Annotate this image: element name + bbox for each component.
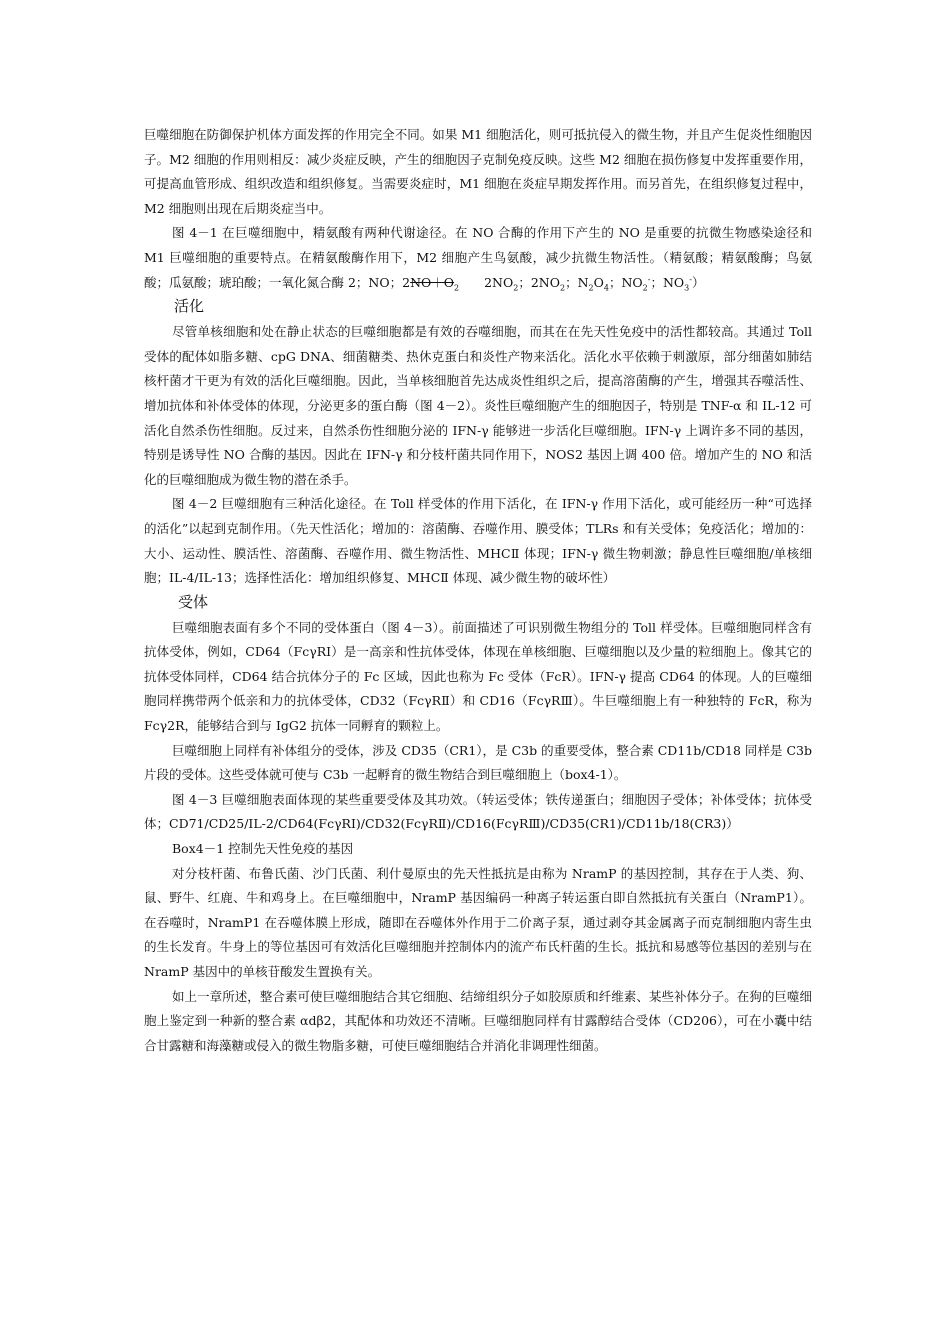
no2b-subscript: 2	[559, 283, 566, 293]
paragraph-complement-receptors: 巨噬细胞上同样有补体组分的受体，涉及 CD35（CR1），是 C3b 的重要受体，整合素 CD11b/CD18 同样是 C3b 片段的受体。这些受体就可使与 C3b 一起孵育的微生物结合到巨噬细胞上（box4-1）。	[144, 742, 812, 783]
struck-formula: NO＋O	[410, 274, 455, 290]
paragraph-activation: 尽管单核细胞和处在静止状态的巨噬细胞都是有效的吞噬细胞，而其在在先天性免疫中的活性都较高。其通过 Toll 受体的配体如脂多糖、cpG DNA、细菌糖类、热休克蛋白和炎性产物来活化。活化水平依赖于刺激原，部分细菌如肺结核杆菌才干更为有效的活化巨噬细胞。因此，当单核细胞首先达成炎性组织之后，提高溶菌酶的产生，增强其吞噬活性、增加抗体和补体受体的体现，分泌更多的蛋白酶（图 4－2）。炎性巨噬细胞产生的细胞因子，特别是 TNF-α 和 IL-12 可活化自然杀伤性细胞。反过来，自然杀伤性细胞分泌的 IFN-γ 能够进一步活化巨噬细胞。IFN-γ 上调许多不同的基因，特别是诱导性 NO 合酶的基因。因此在 IFN-γ 和分枝杆菌共同作用下，NOS2 基因上调 400 倍。增加产生的 NO 和活化的巨噬细胞成为微生物的潜在杀手。	[144, 324, 812, 487]
figure-4-1-text: 图 4－1 在巨噬细胞中，精氨酸有两种代谢途径。在 NO 合酶的作用下产生的 NO 是重要的抗微生物感染途径和 M1 巨噬细胞的重要特点。在精氨酸酶作用下，M2 细胞产生鸟氨酸，减少抗微生物活性。（精氨酸；精氨酸酶；鸟氨酸；瓜氨酸；琥珀酸；一氧化氮合酶 2；NO；2	[144, 225, 812, 290]
figure-4-3-caption: 图 4－3 巨噬细胞表面体现的某些重要受体及其功效。（转运受体；铁传递蛋白；细胞因子受体；补体受体；抗体受体；CD71/CD25/IL-2/CD64(FcγRI)/CD32(FcγRⅡ)/CD16(FcγRⅢ)/CD35(CR1)/CD11b/18(CR3)）	[144, 791, 812, 832]
n2-subscript: 2	[588, 283, 594, 293]
figure-4-2-caption: 图 4－2 巨噬细胞有三种活化途径。在 Toll 样受体的作用下活化，在 IFN-γ 作用下活化，或可能经历一种“可选择的活化”以起到克制作用。（先天性活化；增加的：溶菌酶、吞噬作用、膜受体；TLRs 和有关受体；免疫活化；增加的：大小、运动性、膜活性、溶菌酶、吞噬作用、微生物活性、MHCⅡ 体现；IFN-γ 微生物刺激；静息性巨噬细胞/单核细胞；IL-4/IL-13；选择性活化：增加组织修复、MHCⅡ 体现、减少微生物的破坏性）	[144, 496, 812, 586]
caption-close: ）	[691, 274, 705, 290]
formula-n2o4-n: ；N	[565, 274, 589, 290]
box-4-1-title: Box4－1 控制先天性免疫的基因	[172, 841, 354, 857]
no3-ion-charge: -	[689, 274, 692, 284]
paragraph-m1-m2: 巨噬细胞在防御保护机体方面发挥的作用完全不同。如果 M1 细胞活化，则可抵抗侵入的微生物，并且产生促炎性细胞因子。M2 细胞的作用则相反：减少炎症反映，产生的细胞因子克制免疫反映。这些 M2 细胞在损伤修复中发挥重要作用，可提高血管形成、组织改造和组织修复。当需要炎症时，M1 细胞在炎症早期发挥作用。而另首先，在组织修复过程中，M2 细胞则出现在后期炎症当中。	[144, 127, 812, 216]
formula-2no2-b: ；2NO	[518, 274, 560, 290]
no3-subscript: 3	[684, 283, 690, 293]
paragraph-integrins: 如上一章所述，整合素可使巨噬细胞结合其它细胞、结缔组织分子如胶原质和纤维素、某些补体分子。在狗的巨噬细胞上鉴定到一种新的整合素 αdβ2，其配体和功效还不清晰。巨噬细胞同样有甘露醇结合受体（CD206），可在小囊中结合甘露糖和海藻糖或侵入的微生物脂多糖，可使巨噬细胞结合并消化非调理性细菌。	[144, 988, 812, 1053]
heading-activation: 活化	[174, 299, 205, 316]
no2-ion-charge: -	[647, 274, 651, 284]
paragraph-receptors: 巨噬细胞表面有多个不同的受体蛋白（图 4－3）。前面描述了可识别微生物组分的 Toll 样受体。巨噬细胞同样含有抗体受体，例如，CD64（FcγRI）是一高亲和性抗体受体，体现在单核细胞、巨噬细胞以及少量的粒细胞上。像其它的抗体受体同样，CD64 结合抗体分子的 Fc 区域，因此也称为 Fc 受体（FcR）。IFN-γ 提高 CD64 的体现。人的巨噬细胞同样携带两个低亲和力的抗体受体，CD32（FcγRⅡ）和 CD16（FcγRⅢ）。牛巨噬细胞上有一种独特的 FcR，称为 Fcγ2R，能够结合到与 IgG2 抗体一同孵育的颗粒上。	[144, 619, 812, 734]
formula-no3-ion: ；NO	[650, 274, 685, 290]
formula-2no2: 2NO	[459, 274, 514, 290]
formula-n2o4-o: O	[593, 274, 604, 290]
o2-subscript: 2	[454, 283, 460, 293]
o4-subscript: 4	[603, 283, 609, 293]
heading-receptors: 受体	[178, 594, 209, 611]
formula-no2-ion: ；NO	[608, 274, 643, 290]
no2-ion-subscript: 2	[642, 283, 648, 293]
no2-subscript: 2	[513, 283, 519, 293]
paragraph-nramp: 对分枝杆菌、布鲁氏菌、沙门氏菌、利什曼原虫的先天性抵抗是由称为 NramP 的基因控制，其存在于人类、狗、鼠、野牛、红鹿、牛和鸡身上。在巨噬细胞中，NramP 基因编码一种离子转运蛋白即自然抵抗有关蛋白（NramP1）。在吞噬时，NramP1 在吞噬体膜上形成，随即在吞噬体外作用于二价离子泵，通过剥夺其金属离子而克制细胞内寄生虫的生长发育。牛身上的等位基因可有效活化巨噬细胞并控制体内的流产布氏杆菌的生长。抵抗和易感等位基因的差别与在 NramP 基因中的单核苷酸发生置换有关。	[144, 865, 812, 979]
figure-4-1-caption	[144, 221, 812, 295]
